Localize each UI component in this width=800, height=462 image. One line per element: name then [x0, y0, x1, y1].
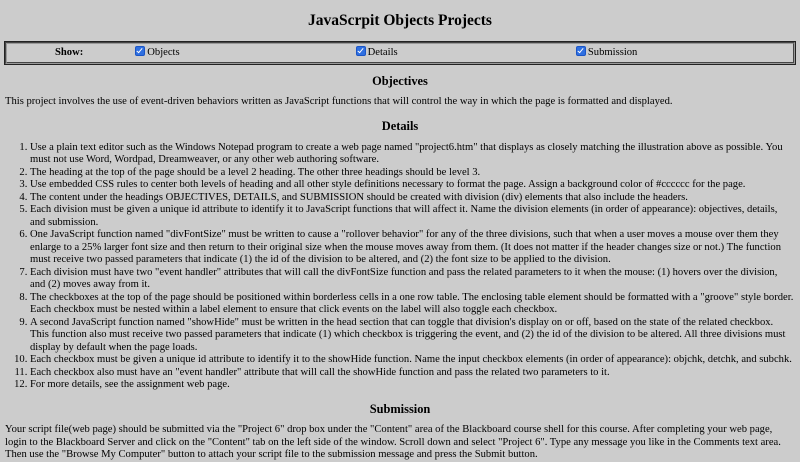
- objectives-text: This project involves the use of event-driven behaviors written as JavaScript functions that will control the way in which the page is formatted and displayed.: [5, 96, 673, 108]
- page-title: JavaScrpit Objects Projects: [308, 12, 492, 29]
- list-item: 11. Each checkbox also must have an "event handler" attribute that will call the showHide function and pass the related two parameters to it.: [30, 367, 794, 380]
- submission-option[interactable]: [572, 44, 793, 62]
- submission-division: [0, 402, 800, 462]
- list-item: 7. Each division must have two "event handler" attributes that will call the divFontSize function and pass the related parameters to it when the mouse: (1) hovers over the division, and (2) moves away from it.: [30, 267, 794, 292]
- submission-checkbox-label[interactable]: [576, 47, 637, 58]
- list-item: 4. The content under the headings OBJECTIVES, DETAILS, and SUBMISSION should be created with division (div) elements that also include the headers.: [30, 192, 794, 205]
- show-label: Show:: [55, 46, 84, 58]
- details-option[interactable]: [352, 44, 572, 62]
- details-checkbox-label[interactable]: [356, 47, 398, 58]
- list-item: 9. A second JavaScript function named "showHide" must be written in the head section that can toggle that division's display on or off, based on the state of the related checkbox. This function also must receive two passed parameters that indicate (1) which checkbox is triggering the event, and (2) the id of the division to be altered. All three divisions must display by default when the page loads.: [30, 317, 794, 355]
- submission-heading: Submission: [369, 401, 431, 416]
- objectives-heading: Objectives: [372, 73, 428, 88]
- details-division: [0, 119, 800, 392]
- details-checkbox[interactable]: [356, 46, 366, 56]
- objects-option[interactable]: [131, 44, 351, 62]
- submission-text: Your script file(web page) should be submitted via the "Project 6" drop box under the "Content" area of the Blackboard course shell for this course. After completing your web page, login to the Blackboard Server and click on the "Content" tab on the left side of the window. Scroll down and select "Project 6". Type any message you like in the Comments text area. Then use the "Browse My Computer" button to attach your script file to the submission message and press the Submit button.: [5, 424, 781, 461]
- list-item: 8. The checkboxes at the top of the page should be positioned within borderless cells in a one row table. The enclosing table element should be formatted with a "groove" style border. Each checkbox must be nested within a label element to ensure that click events on the label will also toggle each checkbox.: [30, 292, 794, 317]
- list-item: 3. Use embedded CSS rules to center both levels of heading and all other style definitions necessary to format the page. Assign a background color of #cccccc for the page.: [30, 179, 794, 192]
- list-item: 12. For more details, see the assignment web page.: [30, 379, 794, 392]
- list-item: 2. The heading at the top of the page should be a level 2 heading. The other three headings should be level 3.: [30, 167, 794, 180]
- details-checkbox-text[interactable]: Details: [367, 47, 398, 59]
- list-item: 1. Use a plain text editor such as the Windows Notepad program to create a web page named "project6.htm" that displays as closely matching the illustration above as possible. You must not use Word, Wordpad, Dreamweaver, or any other web authoring software.: [30, 142, 794, 167]
- list-item: 6. One JavaScript function named "divFontSize" must be written to cause a "rollover behavior" for any of the three divisions, such that when a user moves a mouse over them they enlarge to a 25% larger font size and then return to their original size when the mouse moves away from them. (It does not matter if the header changes size or not.) The function must receive two passed parameters that indicate (1) the id of the division to be altered, and (2) the font size to be applied to the division.: [30, 229, 794, 267]
- list-item: 5. Each division must be given a unique id attribute to identify it to JavaScript functions that will affect it. Name the division elements (in order of appearance): objectives, details, and submission.: [30, 204, 794, 229]
- submission-checkbox-text[interactable]: Submission: [587, 47, 638, 59]
- list-item: 10. Each checkbox must be given a unique id attribute to identify it to the showHide function. Name the input checkbox elements (in order of appearance): objchk, detchk, and subchk.: [30, 354, 794, 367]
- submission-checkbox[interactable]: [576, 46, 586, 56]
- show-options-table: [5, 42, 795, 64]
- objectives-division: [0, 74, 800, 109]
- details-heading: Details: [381, 118, 419, 133]
- objects-checkbox-label[interactable]: [135, 47, 179, 58]
- details-list: [0, 142, 800, 392]
- objects-checkbox[interactable]: [135, 46, 145, 56]
- objects-checkbox-text[interactable]: Objects: [147, 47, 180, 59]
